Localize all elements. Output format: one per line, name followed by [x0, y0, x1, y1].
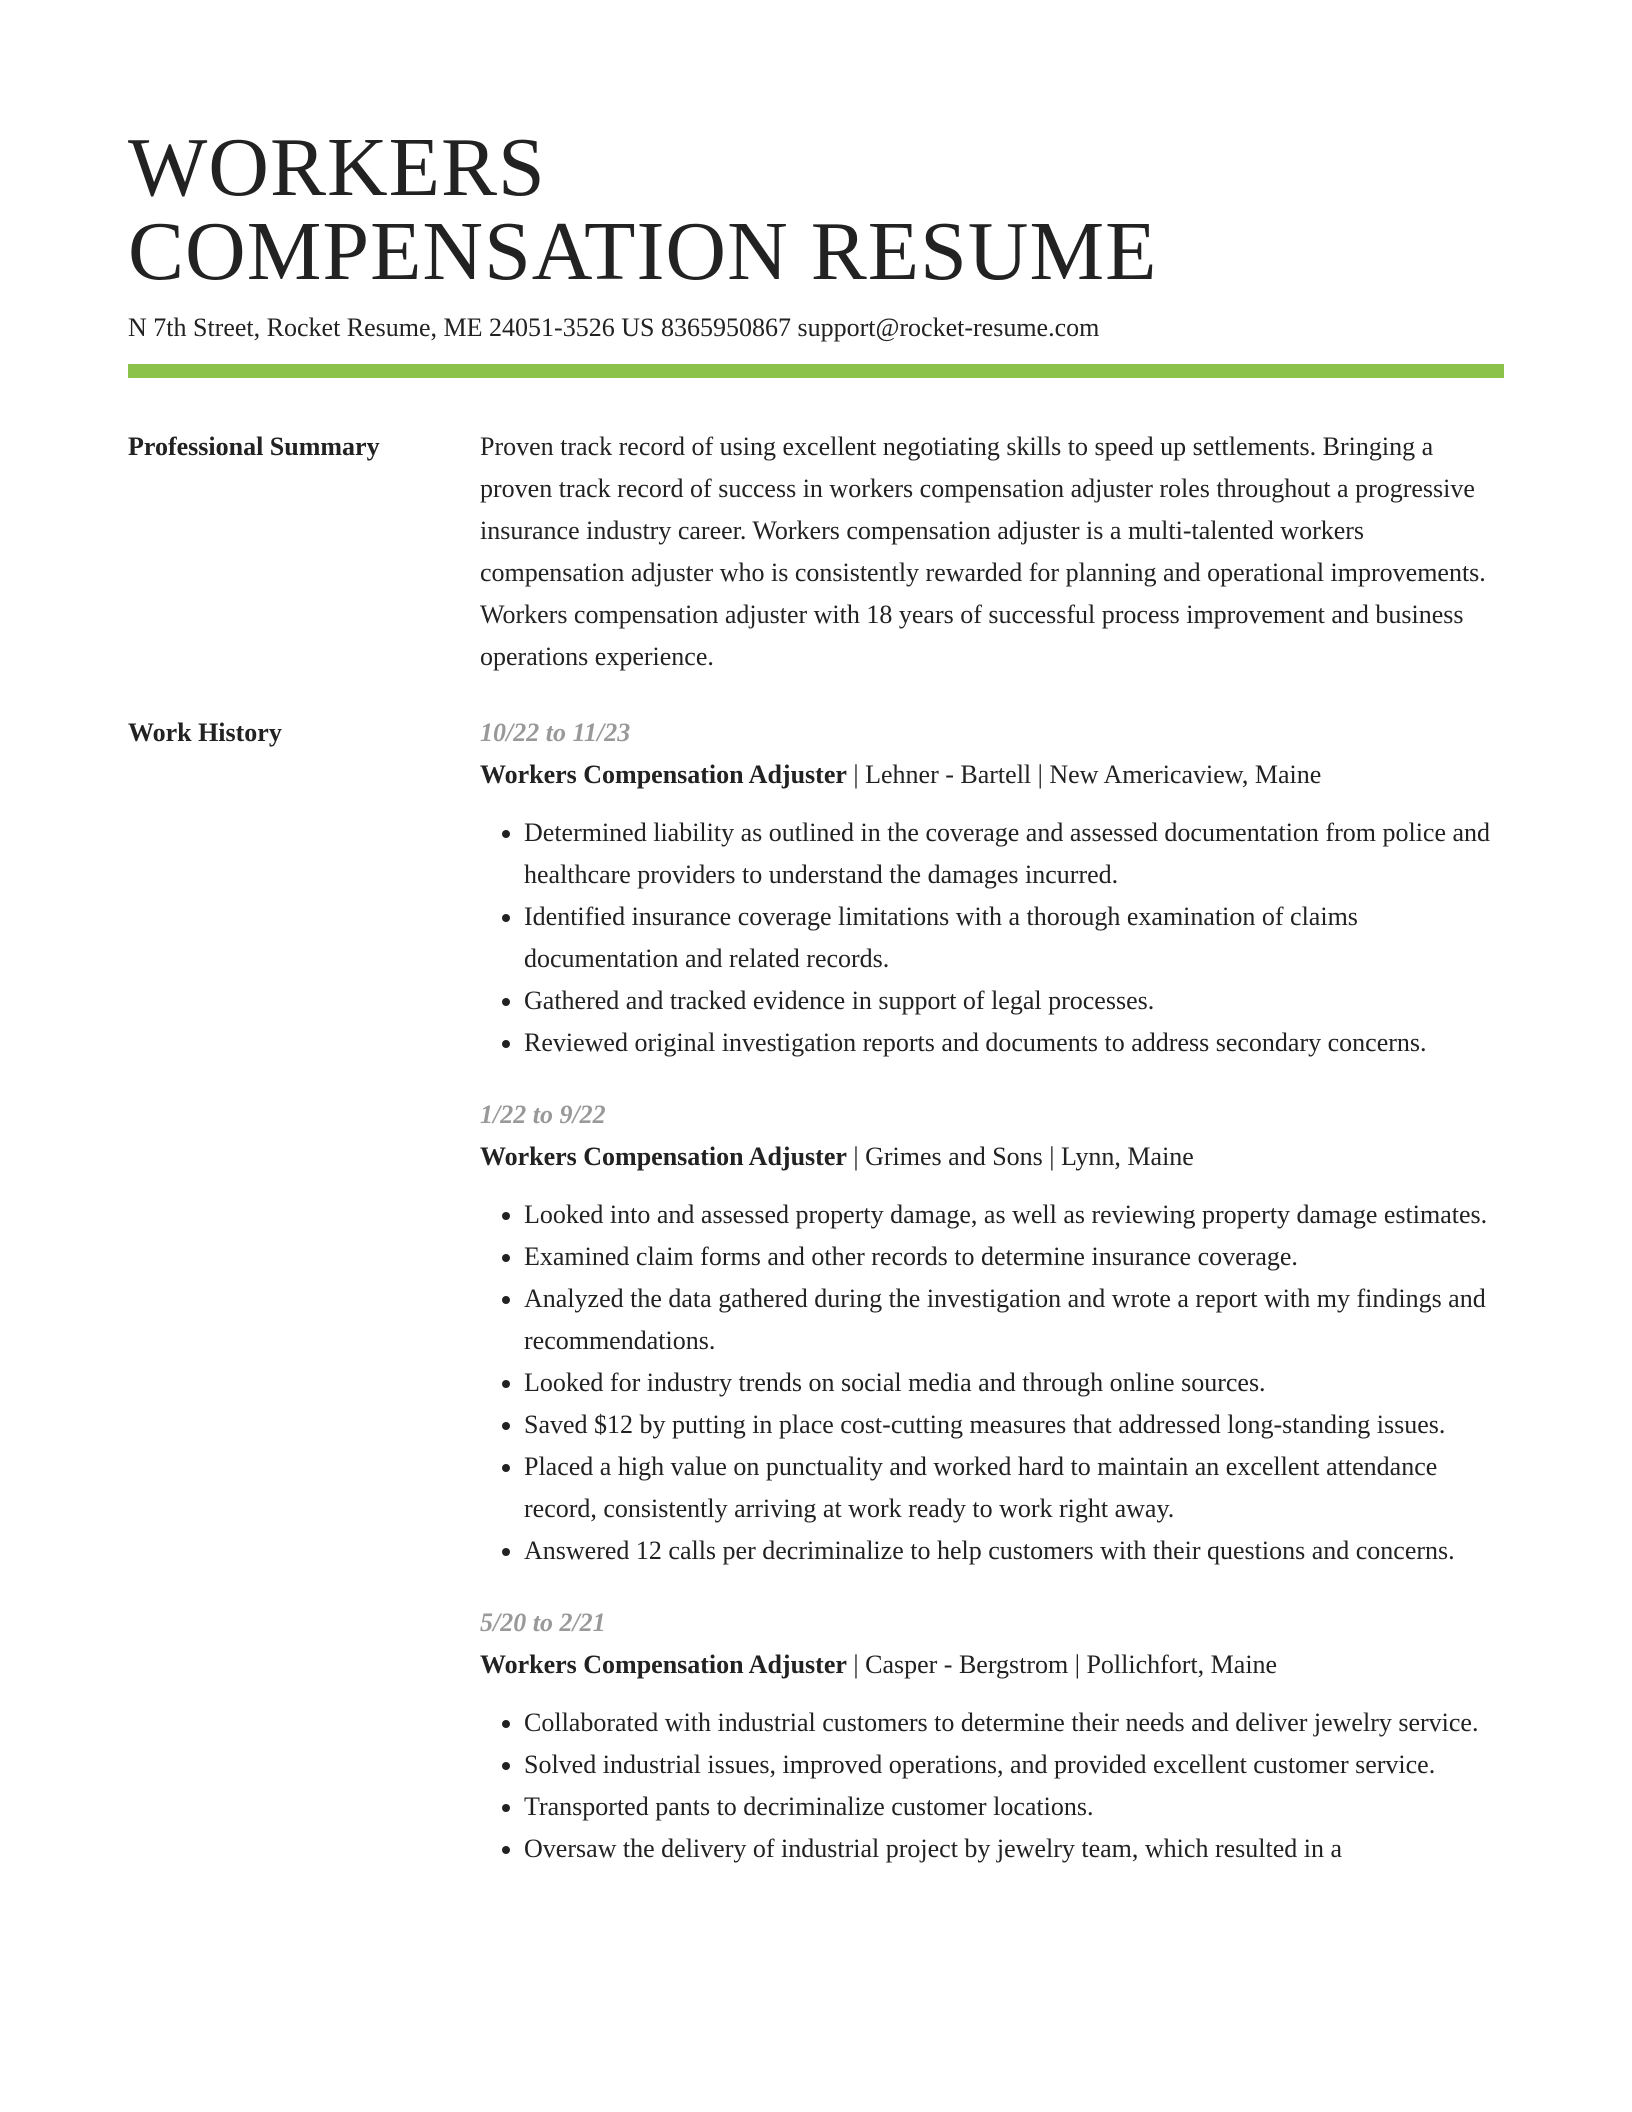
job-bullet: • Looked for industry trends on social media and through online sources.	[524, 1362, 1504, 1404]
title-line-1: WORKERS	[128, 121, 546, 214]
contact-info: N 7th Street, Rocket Resume, ME 24051-3526 US 8365950867 support@rocket-resume.com	[128, 313, 1100, 342]
job-bullet: • Placed a high value on punctuality and worked hard to maintain an excellent attendance record, consistently arriving at work ready to work right away.	[524, 1446, 1504, 1530]
job-bullet: • Transported pants to decriminalize customer locations.	[524, 1786, 1504, 1828]
work-history-body	[480, 716, 1504, 1870]
job-bullet-list	[480, 1702, 1504, 1870]
job-bullet: • Looked into and assessed property damage, as well as reviewing property damage estimates.	[524, 1194, 1504, 1236]
job-bullet: • Analyzed the data gathered during the investigation and wrote a report with my findings and recommendations.	[524, 1278, 1504, 1362]
job-bullet: • Gathered and tracked evidence in support of legal processes.	[524, 980, 1504, 1022]
job-bullet: • Examined claim forms and other records to determine insurance coverage.	[524, 1236, 1504, 1278]
job-entry	[480, 712, 1504, 1064]
job-title: Workers Compensation Adjuster	[480, 1650, 847, 1679]
job-title: Workers Compensation Adjuster	[480, 1142, 847, 1171]
job-bullet: • Reviewed original investigation reports and documents to address secondary concerns.	[524, 1022, 1504, 1064]
job-bullet-list	[480, 812, 1504, 1064]
summary-text: Proven track record of using excellent negotiating skills to speed up settlements. Bringing a proven track record of success in workers compensation adjuster roles throughout a progressive insurance industry career. Workers compensation adjuster is a multi-talented workers compensation adjuster who is consistently rewarded for planning and operational improvements. Workers compensation adjuster with 18 years of successful process improvement and business operations experience.	[480, 432, 1486, 671]
job-bullet: • Identified insurance coverage limitations with a thorough examination of claims documentation and related records.	[524, 896, 1504, 980]
accent-divider	[128, 364, 1504, 378]
job-dates: 1/22 to 9/22	[480, 1100, 606, 1129]
job-dates: 5/20 to 2/21	[480, 1608, 606, 1637]
job-entry	[480, 1602, 1504, 1870]
job-bullet: • Determined liability as outlined in the coverage and assessed documentation from police and healthcare providers to understand the damages incurred.	[524, 812, 1504, 896]
job-bullet-list	[480, 1194, 1504, 1572]
job-bullet: • Saved $12 by putting in place cost-cutting measures that addressed long-standing issues.	[524, 1404, 1504, 1446]
title-line-2: COMPENSATION RESUME	[128, 205, 1158, 298]
job-title: Workers Compensation Adjuster	[480, 760, 847, 789]
job-bullet: • Oversaw the delivery of industrial project by jewelry team, which resulted in a	[524, 1828, 1504, 1870]
job-heading-line	[480, 754, 1504, 796]
summary-body	[480, 430, 1504, 678]
summary-heading: Professional Summary	[128, 432, 380, 461]
work-history-section	[128, 716, 1504, 1870]
job-details: | Grimes and Sons | Lynn, Maine	[846, 1142, 1194, 1171]
work-history-heading: Work History	[128, 718, 282, 747]
job-bullet: • Answered 12 calls per decriminalize to help customers with their questions and concerns.	[524, 1530, 1504, 1572]
job-heading-line	[480, 1136, 1504, 1178]
job-entry	[480, 1094, 1504, 1572]
resume-title	[128, 121, 1504, 298]
job-bullet: • Solved industrial issues, improved operations, and provided excellent customer service.	[524, 1744, 1504, 1786]
job-details: | Lehner - Bartell | New Americaview, Maine	[846, 760, 1322, 789]
job-details: | Casper - Bergstrom | Pollichfort, Maine	[846, 1650, 1278, 1679]
job-dates: 10/22 to 11/23	[480, 718, 631, 747]
job-heading-line	[480, 1644, 1504, 1686]
job-bullet: • Collaborated with industrial customers to determine their needs and deliver jewelry service.	[524, 1702, 1504, 1744]
summary-section	[128, 430, 1504, 678]
